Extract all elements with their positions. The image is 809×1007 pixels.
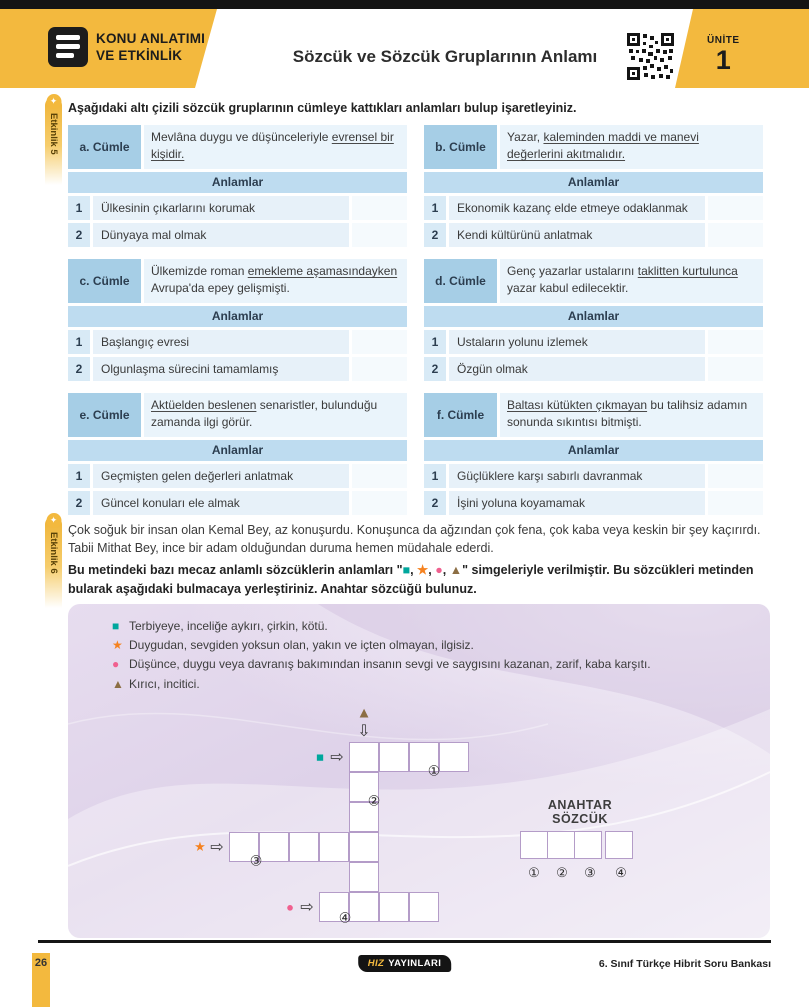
page-number: 26 (34, 957, 48, 969)
puzzle-cell[interactable] (379, 742, 409, 772)
anahtar-number-1: ① (528, 865, 540, 880)
circle-icon: ● (435, 563, 443, 577)
sentence-pre: Genç yazarlar ustalarını (507, 264, 638, 278)
puzzle-cell[interactable] (439, 742, 469, 772)
block-a-sentence (144, 125, 407, 169)
option-number: 1 (424, 330, 446, 354)
sentence-post: bu talihsiz adamın sonunda sıkıntısı bitmişti. (507, 398, 748, 430)
legend-text: Duygudan, sevgiden yoksun olan, yakın ve içten olmayan, ilgisiz. (129, 638, 474, 653)
sentence-block-f (424, 393, 763, 518)
circle-icon: ● (112, 657, 120, 672)
block-a-label: a. Cümle (68, 125, 141, 169)
anlamlar-header: Anlamlar (68, 172, 407, 193)
option-row (424, 196, 763, 220)
option-number: 1 (424, 196, 446, 220)
answer-box[interactable] (352, 357, 407, 381)
legend-item (112, 678, 651, 691)
sentence-pre: Mevlâna duygu ve düşünceleriyle (151, 130, 332, 144)
option-row (68, 330, 407, 354)
activity6-instruction (68, 561, 782, 599)
option-number: 1 (68, 196, 90, 220)
legend-text: Kırıcı, incitici. (129, 676, 200, 691)
sentence-post: yazar kabul edilecektir. (507, 281, 629, 296)
legend-item (112, 658, 651, 671)
block-d-sentence (500, 259, 763, 303)
arrow-right-icon: ⇨ (210, 839, 224, 856)
block-b-label: b. Cümle (424, 125, 497, 169)
page-number-tab (32, 953, 50, 1007)
book-title: 6. Sınıf Türkçe Hibrit Soru Bankası (598, 958, 771, 970)
option-number: 1 (68, 464, 90, 488)
option-text: Güçlüklere karşı sabırlı davranmak (449, 464, 705, 488)
anahtar-number-2: ② (556, 865, 568, 880)
triangle-icon: ▲ (112, 676, 124, 691)
option-row (68, 491, 407, 515)
arrow-down-icon: ⇩ (357, 723, 371, 740)
sparkle-icon: ✦ (46, 94, 61, 109)
anlamlar-header: Anlamlar (424, 306, 763, 327)
anahtar-number-4: ④ (615, 865, 627, 880)
answer-box[interactable] (352, 464, 407, 488)
block-f-sentence (500, 393, 763, 437)
top-black-bar (0, 0, 809, 9)
separator: , (428, 563, 436, 577)
option-row (424, 357, 763, 381)
topic-list-icon (48, 27, 88, 67)
sentence-underlined: Aktüelden beslenen (151, 398, 257, 412)
block-c-sentence (144, 259, 407, 303)
option-row (424, 223, 763, 247)
sentence-underlined: taklitten kurtulunca (637, 264, 738, 278)
option-text: Ekonomik kazanç elde etmeye odaklanmak (449, 196, 705, 220)
puzzle-cell[interactable] (349, 892, 379, 922)
answer-box[interactable] (708, 223, 763, 247)
option-number: 1 (68, 330, 90, 354)
option-row (68, 357, 407, 381)
option-row (68, 223, 407, 247)
separator: , (442, 563, 450, 577)
square-icon: ■ (112, 619, 120, 633)
key-number-4: ④ (338, 909, 352, 926)
publisher-logo-hiz: HIZ (367, 958, 385, 969)
qr-code (627, 33, 674, 80)
sentence-underlined: kaleminden maddi ve manevi değerlerini akıtmalıdır. (507, 130, 699, 162)
sentence-block-b (424, 125, 763, 250)
option-number: 2 (68, 491, 90, 515)
sentence-post: Avrupa'da epey gelişmişti. (151, 281, 290, 296)
tab-etkinlik-5 (45, 97, 62, 185)
option-row (68, 464, 407, 488)
answer-box[interactable] (708, 196, 763, 220)
puzzle-cell[interactable] (259, 832, 289, 862)
option-row (424, 491, 763, 515)
option-text: Geçmişten gelen değerleri anlatmak (93, 464, 349, 488)
block-f-label: f. Cümle (424, 393, 497, 437)
option-number: 2 (424, 223, 446, 247)
publisher-logo (358, 955, 452, 972)
publisher-logo-yayinlari: YAYINLARI (388, 958, 442, 969)
sentence-block-e (68, 393, 407, 518)
anahtar-numbers (520, 865, 640, 881)
square-icon: ■ (402, 563, 411, 577)
puzzle-cell[interactable] (349, 742, 379, 772)
answer-box[interactable] (352, 330, 407, 354)
header-badge (96, 31, 205, 65)
option-number: 2 (424, 357, 446, 381)
anahtar-cell[interactable] (605, 831, 633, 859)
legend-text: Terbiyeye, inceliğe aykırı, çirkin, kötü. (129, 619, 328, 633)
sentence-underlined: Baltası kütükten çıkmayan (507, 398, 648, 412)
option-number: 2 (68, 357, 90, 381)
star-icon: ★ (112, 638, 123, 653)
sentence-underlined: emekleme aşamasındayken (247, 264, 398, 278)
puzzle-panel (68, 604, 770, 938)
activity6-paragraph: Çok soğuk bir insan olan Kemal Bey, az konuşurdu. Konuşunca da ağzından çok fena, çok kaba veya keskin bir şey kaçırırdı. Tabii Mithat Bey, ince bir adam olduğundan duruma hemen müdahale ederdi. (68, 523, 761, 556)
symbol-legend (112, 620, 651, 697)
star-icon: ★ (417, 563, 429, 577)
option-text: Ülkesinin çıkarlarını korumak (93, 196, 349, 220)
anahtar-cell[interactable] (547, 831, 575, 859)
sentence-pre: Ülkemizde roman (151, 264, 248, 278)
option-text: Ustaların yolunu izlemek (449, 330, 705, 354)
unit-label: ÜNİTE (707, 35, 740, 46)
anlamlar-header: Anlamlar (68, 440, 407, 461)
puzzle-cell[interactable] (349, 862, 379, 892)
anahtar-cell[interactable] (574, 831, 602, 859)
puzzle-cell[interactable] (319, 832, 349, 862)
puzzle-cell[interactable] (409, 892, 439, 922)
option-text: Başlangıç evresi (93, 330, 349, 354)
anahtar-sozcuk (520, 798, 640, 881)
triangle-icon: ▲ (356, 704, 372, 722)
star-icon: ★ (194, 839, 206, 854)
option-text: Dünyaya mal olmak (93, 223, 349, 247)
block-e-label: e. Cümle (68, 393, 141, 437)
unit-number: 1 (715, 45, 731, 75)
sentence-block-d (424, 259, 763, 384)
page-title: Sözcük ve Sözcük Gruplarının Anlamı (292, 47, 598, 66)
option-row (68, 196, 407, 220)
separator: , (410, 563, 418, 577)
arrow-right-icon: ⇨ (330, 749, 344, 766)
circle-icon: ● (286, 899, 294, 915)
sentence-post: senaristler, bulunduğu zamanda ilgi görür. (151, 398, 378, 430)
sparkle-icon: ✦ (46, 513, 61, 528)
activity5-instruction: Aşağıdaki altı çizili sözcük gruplarının cümleye kattıkları anlamları bulup işaretleyiniz. (68, 101, 577, 115)
block-d-label: d. Cümle (424, 259, 497, 303)
option-row (424, 330, 763, 354)
anahtar-number-3: ③ (584, 865, 596, 880)
anlamlar-header: Anlamlar (68, 306, 407, 327)
answer-box[interactable] (708, 491, 763, 515)
key-number-2: ② (367, 792, 381, 809)
sentence-pre: Yazar, (507, 130, 544, 144)
key-number-1: ① (427, 762, 441, 779)
anahtar-cell[interactable] (520, 831, 548, 859)
option-text: Özgün olmak (449, 357, 705, 381)
option-text: İşini yoluna koyamamak (449, 491, 705, 515)
answer-box[interactable] (708, 464, 763, 488)
puzzle-cell[interactable] (379, 892, 409, 922)
anahtar-label: ANAHTAR SÖZCÜK (547, 798, 613, 826)
answer-box[interactable] (352, 223, 407, 247)
option-row (424, 464, 763, 488)
anlamlar-header: Anlamlar (424, 440, 763, 461)
block-e-sentence (144, 393, 407, 437)
instruction-pre: Bu metindeki bazı mecaz anlamlı sözcüklerin anlamları " (68, 563, 403, 577)
answer-box[interactable] (352, 196, 407, 220)
option-text: Güncel konuları ele almak (93, 491, 349, 515)
sentence-underlined: evrensel bir kişidir. (151, 130, 394, 162)
arrow-right-icon: ⇨ (300, 899, 314, 916)
option-number: 2 (68, 223, 90, 247)
key-number-3: ③ (249, 852, 263, 869)
badge-line1: KONU ANLATIMI (96, 31, 206, 46)
footer-rule (38, 940, 771, 943)
answer-box[interactable] (708, 357, 763, 381)
block-b-sentence (500, 125, 763, 169)
anlamlar-header: Anlamlar (424, 172, 763, 193)
option-text: Kendi kültürünü anlatmak (449, 223, 705, 247)
puzzle-cell[interactable] (349, 832, 379, 862)
option-number: 1 (424, 464, 446, 488)
answer-box[interactable] (352, 491, 407, 515)
tab-etkinlik-6-label: Etkinlik 6 (48, 532, 59, 574)
square-icon: ■ (316, 749, 324, 765)
puzzle-cell[interactable] (289, 832, 319, 862)
anahtar-cells (520, 831, 640, 859)
option-text: Olgunlaşma sürecini tamamlamış (93, 357, 349, 381)
legend-text: Düşünce, duygu veya davranış bakımından insanın sevgi ve saygısını kazanan, zarif, kaba karşıtı. (129, 657, 651, 672)
legend-item (112, 639, 651, 652)
instruction-post: " simgeleriyle verilmiştir. Bu sözcükleri metinden bularak aşağıdaki bulmacaya yerleştiriniz. Anahtar sözcüğü bulunuz. (68, 563, 754, 596)
legend-item (112, 620, 651, 633)
sentence-block-a (68, 125, 407, 250)
tab-etkinlik-6 (45, 516, 62, 608)
block-c-label: c. Cümle (68, 259, 141, 303)
unit-badge (707, 35, 740, 74)
tab-etkinlik-5-label: Etkinlik 5 (48, 113, 59, 155)
sentence-block-c (68, 259, 407, 384)
triangle-icon: ▲ (449, 563, 463, 577)
badge-line2: VE ETKİNLİK (96, 47, 183, 63)
answer-box[interactable] (708, 330, 763, 354)
option-number: 2 (424, 491, 446, 515)
